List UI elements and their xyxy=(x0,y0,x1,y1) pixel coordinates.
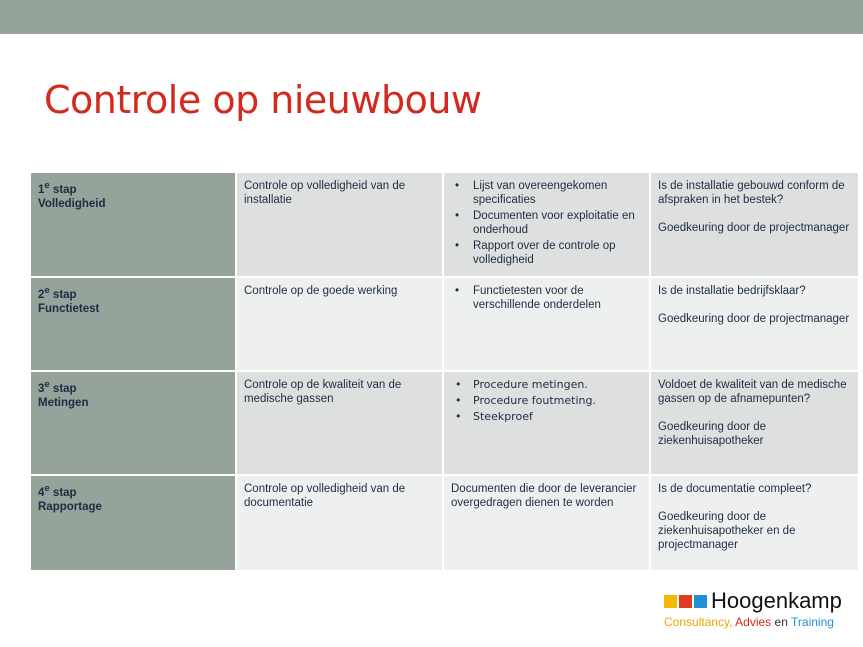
slide-title: Controle op nieuwbouw xyxy=(44,78,482,122)
logo-name: Hoogenkamp xyxy=(711,588,842,613)
step-approval: Goedkeuring door de ziekenhuisapotheker xyxy=(658,421,767,447)
logo-square-red xyxy=(679,595,692,608)
step-deliverables xyxy=(443,371,650,475)
step-question: Is de installatie bedrijfsklaar? xyxy=(658,285,806,297)
list-item: • Functietesten voor de verschillende onderdelen xyxy=(473,284,642,312)
step-label-cell xyxy=(31,173,236,277)
list-item: • Procedure foutmeting. xyxy=(473,394,642,408)
step-deliverables xyxy=(443,277,650,371)
step-check xyxy=(650,475,858,571)
step-check xyxy=(650,371,858,475)
tagline-part: Training xyxy=(791,615,834,629)
tagline-part: en xyxy=(774,615,788,629)
step-number: 1e stap xyxy=(38,180,77,196)
step-check xyxy=(650,277,858,371)
top-bar xyxy=(0,0,863,34)
step-description: Controle op volledigheid van de installatie xyxy=(236,173,443,277)
list-item: • Documenten voor exploitatie en onderhoud xyxy=(473,209,642,237)
step-deliverables xyxy=(443,173,650,277)
steps-table xyxy=(31,173,858,572)
step-label-cell xyxy=(31,475,236,571)
step-number: 3e stap xyxy=(38,379,77,395)
step-label-cell xyxy=(31,277,236,371)
step-question: Is de documentatie compleet? xyxy=(658,483,812,495)
step-name: Functietest xyxy=(38,302,100,315)
list-item: • Rapport over de controle op volledigheid xyxy=(473,239,642,267)
step-number: 4e stap xyxy=(38,483,77,499)
step-name: Volledigheid xyxy=(38,197,106,210)
list-item: • Lijst van overeengekomen specificaties xyxy=(473,179,642,207)
table-row xyxy=(31,475,858,571)
list-item: • Procedure metingen. xyxy=(473,378,642,392)
step-description: Controle op volledigheid van de documentatie xyxy=(236,475,443,571)
table-row xyxy=(31,173,858,277)
step-approval: Goedkeuring door de projectmanager xyxy=(658,222,850,234)
step-name: Metingen xyxy=(38,396,89,409)
tagline-part: Advies xyxy=(735,615,772,629)
logo-square-yellow xyxy=(664,595,677,608)
tagline-part: Consultancy, xyxy=(664,615,733,629)
step-approval: Goedkeuring door de ziekenhuisapotheker en de projectmanager xyxy=(658,511,796,551)
company-logo xyxy=(664,588,856,632)
logo-tagline xyxy=(664,615,834,629)
table-row xyxy=(31,371,858,475)
step-description: Controle op de goede werking xyxy=(236,277,443,371)
step-question: Voldoet de kwaliteit van de medische gassen op de afnamepunten? xyxy=(658,379,847,405)
step-check xyxy=(650,173,858,277)
step-deliverables: Documenten die door de leverancier overgedragen dienen te worden xyxy=(443,475,650,571)
list-item: • Steekproef xyxy=(473,410,642,424)
step-number: 2e stap xyxy=(38,285,77,301)
table-row xyxy=(31,277,858,371)
logo-square-blue xyxy=(694,595,707,608)
step-description: Controle op de kwaliteit van de medische gassen xyxy=(236,371,443,475)
step-approval: Goedkeuring door de projectmanager xyxy=(658,313,850,325)
step-label-cell xyxy=(31,371,236,475)
step-question: Is de installatie gebouwd conform de afspraken in het bestek? xyxy=(658,180,845,206)
step-name: Rapportage xyxy=(38,500,102,513)
